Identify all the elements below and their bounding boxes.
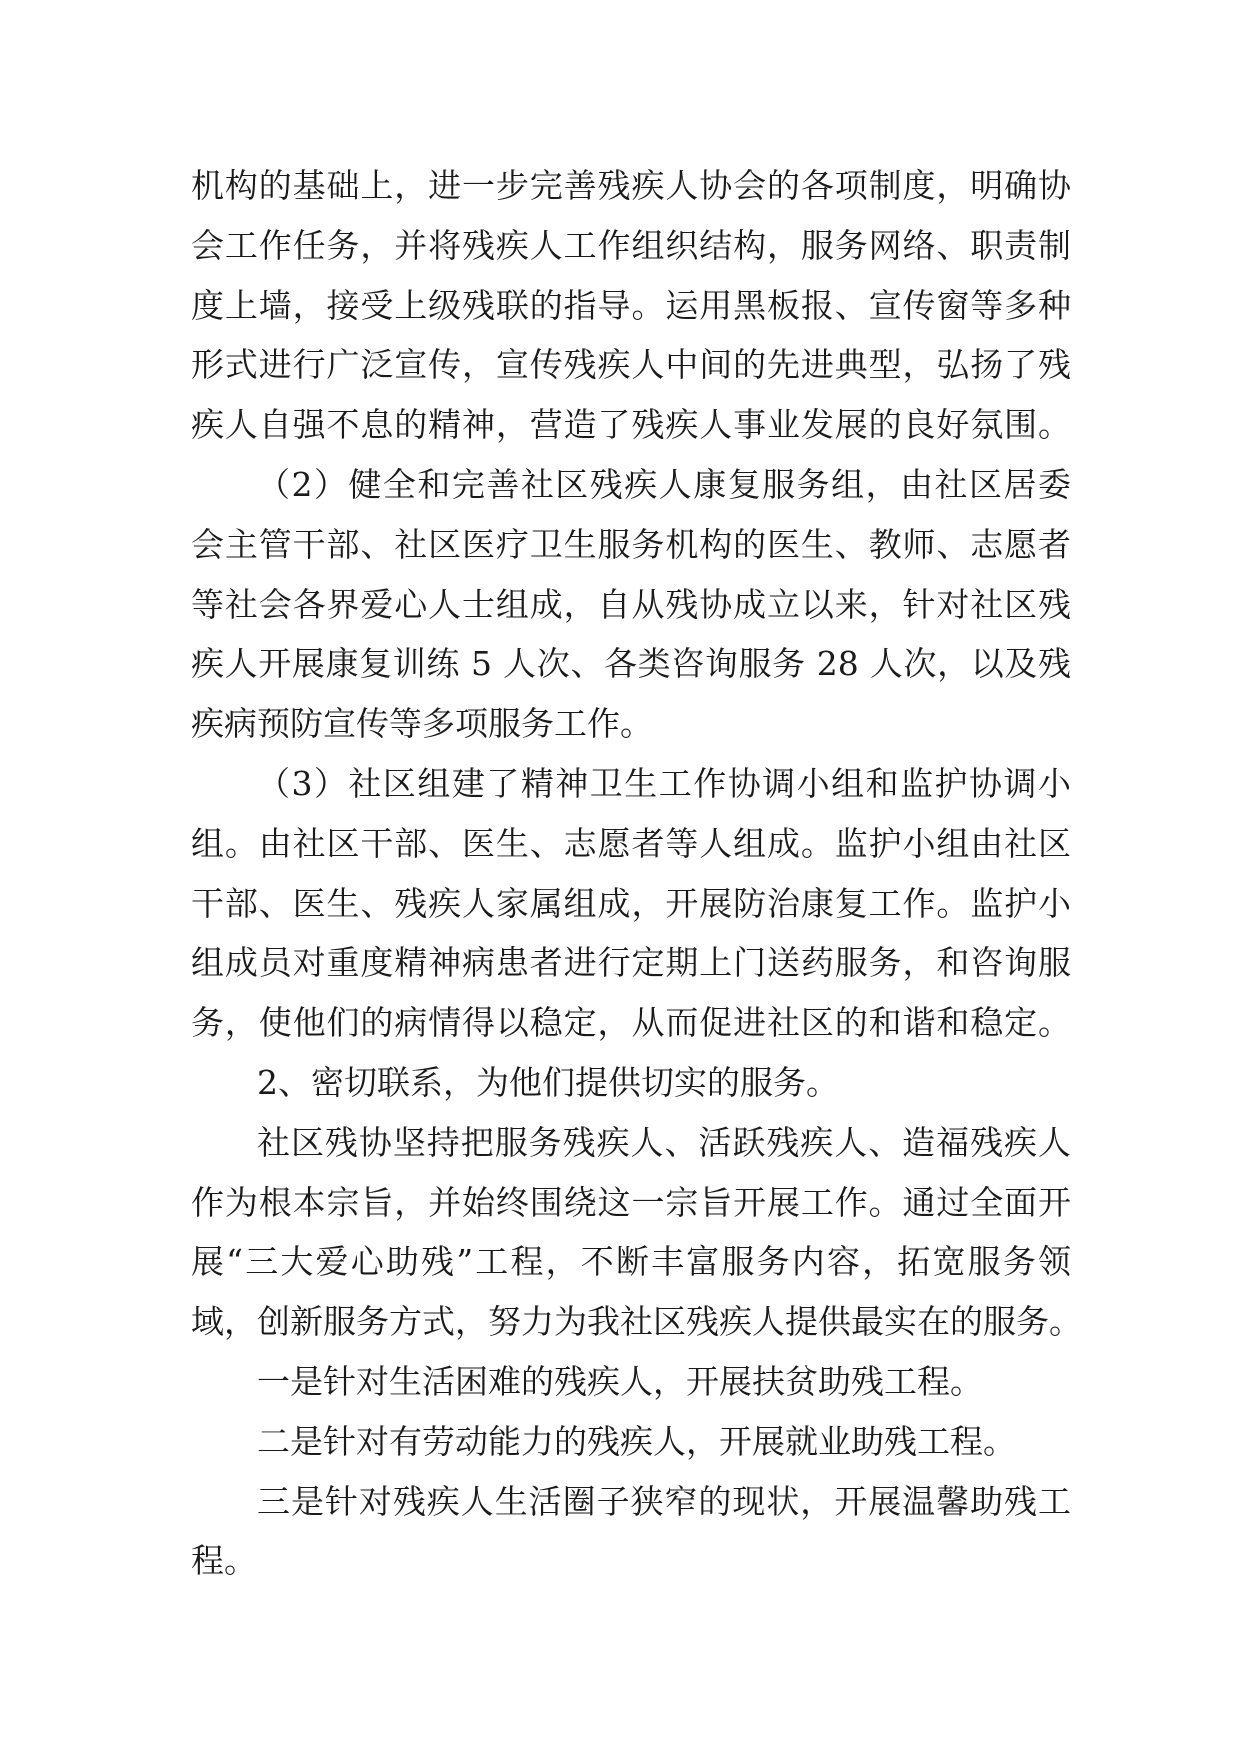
- text-line: 组。由社区干部、医生、志愿者等人组成。监护小组由社区: [191, 823, 1071, 863]
- document-body: [191, 156, 1082, 1591]
- text-line: 二是针对有劳动能力的残疾人，开展就业助残工程。: [257, 1421, 1016, 1461]
- text-line: 作为根本宗旨，并始终围绕这一宗旨开展工作。通过全面开: [191, 1182, 1071, 1222]
- text-line: 度上墙，接受上级残联的指导。运用黑板报、宣传窗等多种: [191, 285, 1071, 325]
- text-line: 干部、医生、残疾人家属组成，开展防治康复工作。监护小: [191, 883, 1071, 923]
- text-line: （2）健全和完善社区残疾人康复服务组，由社区居委: [257, 464, 1071, 504]
- text-line: 一是针对生活困难的残疾人，开展扶贫助残工程。: [257, 1361, 983, 1401]
- text-line: 务，使他们的病情得以稳定，从而促进社区的和谐和稳定。: [191, 1003, 1071, 1043]
- text-line: 域，创新服务方式，努力为我社区残疾人提供最实在的服务。: [191, 1302, 1082, 1342]
- text-line: 组成员对重度精神病患者进行定期上门送药服务，和咨询服: [191, 943, 1071, 983]
- text-line: 会主管干部、社区医疗卫生服务机构的医生、教师、志愿者: [191, 524, 1071, 564]
- text-line: 疾人开展康复训练 5 人次、各类咨询服务 28 人次，以及残: [191, 644, 1071, 684]
- text-line: 展“三大爱心助残”工程，不断丰富服务内容，拓宽服务领: [191, 1242, 1071, 1282]
- text-line: （3）社区组建了精神卫生工作协调小组和监护协调小: [257, 763, 1071, 803]
- text-line: 疾病预防宣传等多项服务工作。: [191, 704, 653, 744]
- text-line: 三是针对残疾人生活圈子狭窄的现状，开展温馨助残工: [257, 1481, 1071, 1521]
- text-line: 机构的基础上，进一步完善残疾人协会的各项制度，明确协: [191, 166, 1071, 205]
- text-line: 2、密切联系，为他们提供切实的服务。: [257, 1062, 839, 1102]
- text-line: 会工作任务，并将残疾人工作组织结构，服务网络、职责制: [191, 225, 1071, 265]
- text-line: 程。: [191, 1541, 257, 1581]
- text-line: 社区残协坚持把服务残疾人、活跃残疾人、造福残疾人: [257, 1122, 1071, 1162]
- text-line: 疾人自强不息的精神，营造了残疾人事业发展的良好氛围。: [191, 405, 1071, 445]
- text-line: 等社会各界爱心人士组成，自从残协成立以来，针对社区残: [191, 584, 1071, 624]
- text-line: 形式进行广泛宣传，宣传残疾人中间的先进典型，弘扬了残: [191, 345, 1071, 385]
